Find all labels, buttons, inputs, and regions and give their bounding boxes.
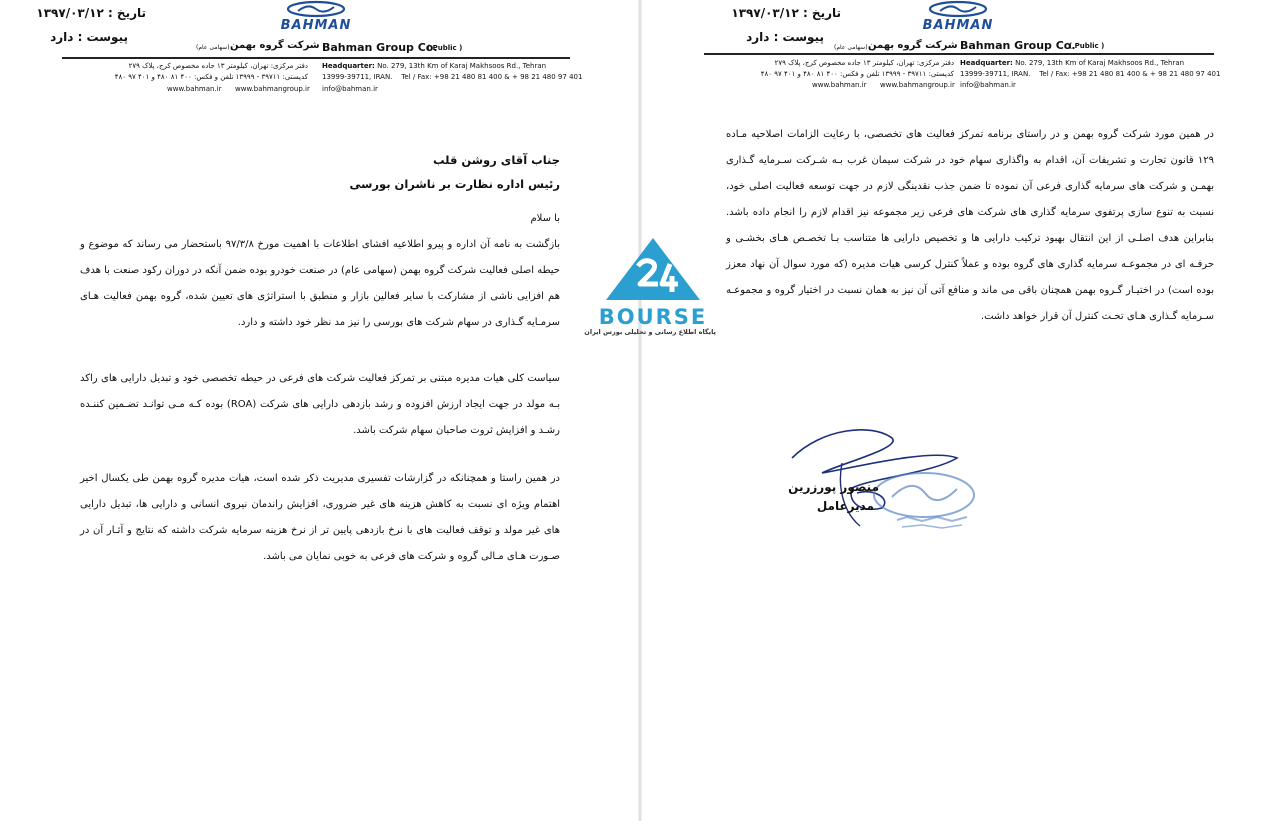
company-fa-type: (سهامی عام) — [196, 44, 230, 51]
attachment-label: پیوست : دارد — [50, 30, 128, 44]
hq-label: Headquarter: — [960, 59, 1013, 67]
signatory-title: مدیرعامل — [816, 499, 874, 513]
bahman-emblem-icon — [286, 0, 346, 18]
address-fa-line2: کدپستی: ۳۹۷۱۱ - ۱۳۹۹۹ تلفن و فکس: ۴۰۰ ۸۱ ۴۸۰ و ۴۰۱ ۹۷ ۴۸۰ — [114, 73, 308, 81]
right-paragraph-1: در همین مورد شرکت گروه بهمن و در راستای برنامه تمرکز فعالیت های تخصصی، با رعایت الزامات اصلاحیه مـاده ۱۲۹ قانون تجارت و تشریفات آن، اقدام به واگذاری سهام خود در شرکت سیمان غرب بـه شـرکت سـرمایه گـذاری بهمـن و شرکت های سرمایه گذاری فرعی آن نموده تا ضمن جذب نقدینگی لازم در جهت توسعه فعالیت اصلی خود، نسبت به تنوع سازی پرتفوی سرمایه گذاری های شرکت های فرعی زیر مجموعه نیز اقدام لازم را انجام داده باشد. بنابراین هدف اصلـی از این انتقال بهبود ترکیب دارایی ها و تخصیص دارایی ها متناسب بـا تخصـص هـای بخشـی و حرفـه ای در مجموعـه سرمایه گذاری های گروه بوده و عملاً کنترل کرسی هیات مدیره (که مورد سوال آن نهاد معزز بوده است) در اختیـار گـروه بهمن همچنان باقی می ماند و منافع آتی آن نیز به همان نسبت در اختیار گروه و مجموعـه سـرمایه گـذاری هـای تحـت کنترل آن قرار خواهد داشت. — [726, 129, 1214, 322]
address-fa-line1: دفتر مرکزی: تهران، کیلومتر ۱۳ جاده مخصوص کرج، پلاک ۲۷۹ — [128, 62, 308, 70]
address-fa-line1: دفتر مرکزی: تهران، کیلومتر ۱۳ جاده مخصوص کرج، پلاک ۲۷۹ — [774, 59, 954, 67]
bahman-logo — [266, 0, 366, 33]
attachment-label: پیوست : دارد — [746, 30, 824, 44]
web-bahman: www.bahman.ir — [167, 85, 222, 93]
hq-address-text: No. 279, 13th Km of Karaj Makhsoos Rd., Tehran — [377, 62, 547, 70]
header-rule — [704, 53, 1214, 55]
company-name-en: Bahman Group Co. — [322, 41, 438, 54]
recipient-title: رئیس اداره نظارت بر ناشران بورسی — [349, 177, 560, 191]
hq-address — [960, 58, 1184, 69]
company-fa-type: (سهامی عام) — [834, 44, 868, 51]
company-name-en: Bahman Group Co. — [960, 39, 1076, 52]
web-bahmangroup: www.bahmangroup.ir — [235, 85, 310, 93]
signatory-name: منصور پورزرین — [788, 480, 879, 494]
left-paragraph-3: در همین راستا و همچنانکه در گزارشات تفسیری مدیریت ذکر شده است، هیات مدیره گروه بهمن طی یکسال اخیر اهتمام ویژه ای نسبت به کاهش هزینه های غیر ضروری، افزایش راندمان نیروی انسانی و دارایی ها، تبدیل دارایی های غیر مولد و توقف فعالیت های با نرخ بازدهی پایین تر از نرخ هزینه سرمایه شرکت داشته که نتایج و آثـار آن در صـورت هـای مـالی گروه و شرکت های فرعی به خوبی نمایان می باشد. — [80, 473, 560, 562]
date-label: تاریخ : ۱۳۹۷/۰۳/۱۲ — [731, 6, 841, 20]
hq-postal-text: 13999-39711, IRAN. — [322, 73, 393, 81]
bahman-logo — [908, 0, 1008, 33]
hq-postal — [322, 72, 582, 83]
left-paragraph-1: بازگشت به نامه آن اداره و پیرو اطلاعیه افشای اطلاعات با اهمیت مورخ ۹۷/۳/۸ باستحضار می رساند که موضوع و حیطه اصلی فعالیت شرکت گروه بهمن (سهامی عام) در صنعت خودرو بوده ضمن آنکه در دوران رکود صنعت با هدف هم افزایی ناشی از مشارکت با سایر فعالین بازار و منطبق با استراتژی های تعیین شده، گروه بهمن فعالیت هـای سرمـایه گـذاری در سهام شرکت های بورسی را نیز مد نظر خود داشته و دارد. — [80, 239, 560, 328]
recipient-name: جناب آقای روشن قلب — [432, 153, 560, 167]
date-label: تاریخ : ۱۳۹۷/۰۳/۱۲ — [36, 6, 146, 20]
bourse-logo-icon — [604, 236, 702, 302]
company-name-fa: شرکت گروه بهمن — [868, 40, 958, 51]
hq-postal-text: 13999-39711, IRAN. — [960, 70, 1031, 78]
email: info@bahman.ir — [960, 81, 1016, 89]
company-name-fa: شرکت گروه بهمن — [230, 40, 320, 51]
hq-label: Headquarter: — [322, 62, 375, 70]
hq-tel: Tel / Fax: +98 21 480 81 400 & + 98 21 480 97 401 — [1039, 70, 1221, 78]
hq-address — [322, 61, 546, 72]
web-bahman: www.bahman.ir — [812, 81, 867, 89]
address-fa-line2: کدپستی: ۳۹۷۱۱ - ۱۳۹۹۹ تلفن و فکس: ۴۰۰ ۸۱ ۴۸۰ و ۴۰۱ ۹۷ ۴۸۰ — [760, 70, 954, 78]
hq-tel: Tel / Fax: +98 21 480 81 400 & + 98 21 480 97 401 — [401, 73, 583, 81]
company-en-type: ( Public ) — [427, 44, 463, 52]
brand-wordmark: BAHMAN — [922, 18, 994, 33]
hq-address-text: No. 279, 13th Km of Karaj Makhsoos Rd., Tehran — [1015, 59, 1185, 67]
left-paragraph-2: سیاست کلی هیات مدیره مبتنی بر تمرکز فعالیت شرکت های فرعی در حیطه تخصصی خود و تبدیل دارایی های راکد بـه مولد در جهت ایجاد ارزش افزوده و رشد بازدهی دارایی های شرکت (ROA) بوده کـه مـی توانـد تضـمین کننـده رشـد و افزایش ثروت صاحبان سهام شرکت باشد. — [80, 373, 560, 436]
hq-postal — [960, 69, 1220, 80]
web-bahmangroup: www.bahmangroup.ir — [880, 81, 955, 89]
greeting: با سلام — [530, 213, 560, 224]
header-rule — [62, 57, 570, 59]
company-seal-icon — [867, 465, 982, 535]
brand-wordmark: BAHMAN — [280, 18, 352, 33]
bourse-wordmark: BOURSE — [598, 305, 708, 329]
bahman-emblem-icon — [928, 0, 988, 18]
letter-page-left — [0, 0, 638, 821]
email: info@bahman.ir — [322, 85, 378, 93]
bourse-watermark — [584, 236, 716, 336]
bourse-tagline: پایگاه اطلاع رسانی و تحلیلی بورس ایران — [584, 328, 716, 336]
letter-page-right — [642, 0, 1279, 821]
company-en-type: ( Public ) — [1069, 42, 1105, 50]
